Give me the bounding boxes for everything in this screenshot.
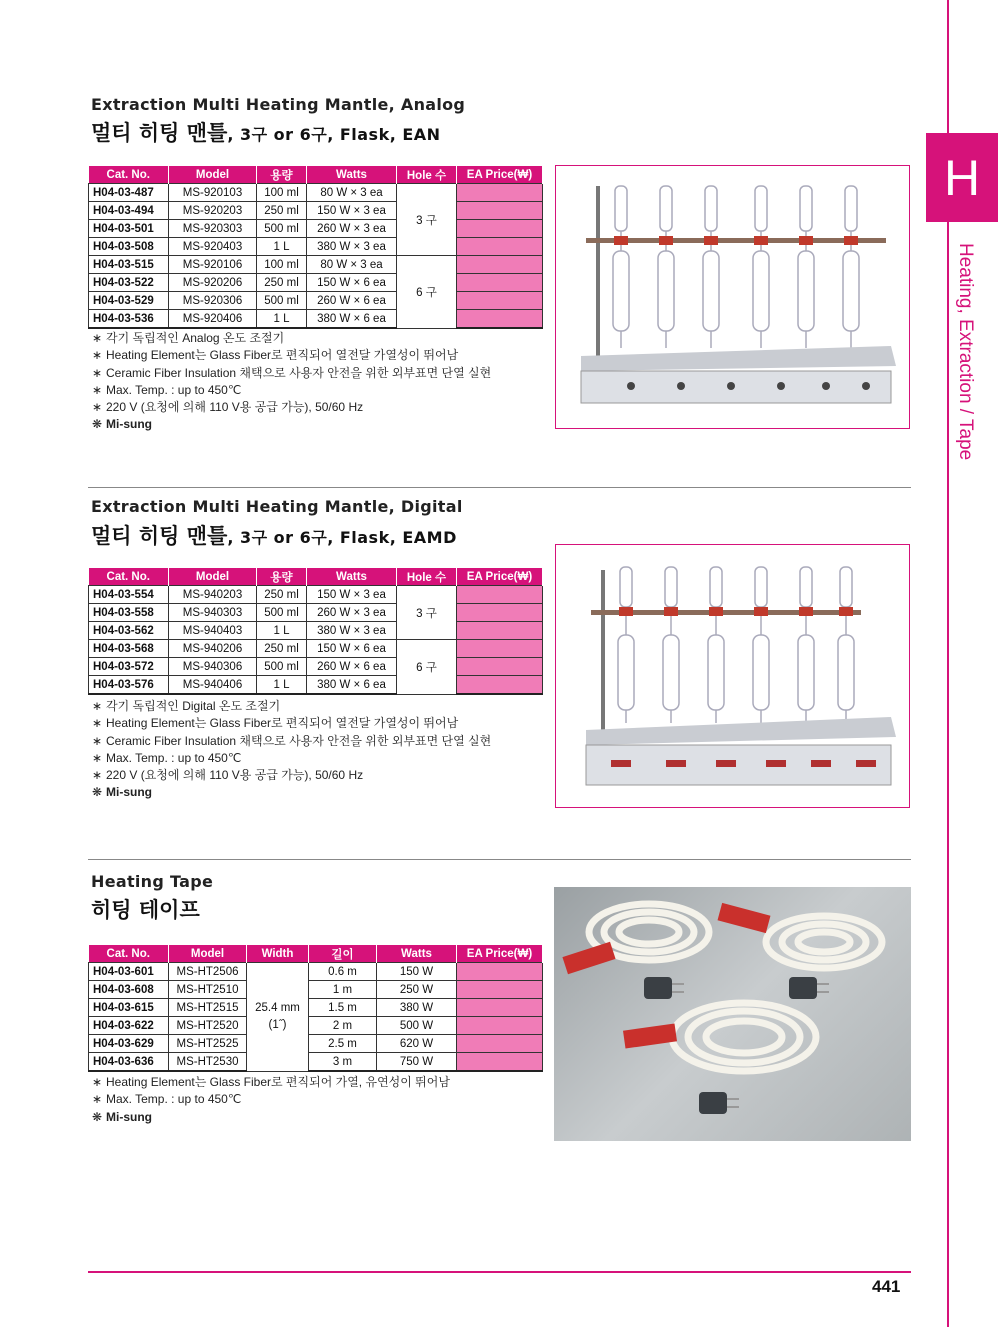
model: MS-920403 [169, 238, 257, 256]
section2-spec-table [88, 568, 543, 695]
section1-title-ko: 멀티 히팅 맨틀, 3구 or 6구, Flask, EAN [91, 121, 441, 145]
capacity: 250 ml [257, 586, 307, 604]
note-item: ∗ 220 V (요청에 의해 110 V용 공급 가능), 50/60 Hz [92, 400, 364, 415]
model: MS-HT2515 [169, 999, 247, 1017]
section-divider [88, 487, 911, 488]
cat-no: H04-03-568 [89, 640, 169, 658]
model: MS-920106 [169, 256, 257, 274]
price-cell [457, 256, 543, 274]
capacity: 500 ml [257, 292, 307, 310]
cat-no: H04-03-601 [89, 963, 169, 981]
page-number: 441 [872, 1277, 901, 1296]
price-cell [457, 981, 543, 999]
note-item: ∗ Heating Element는 Glass Fiber로 편직되어 열전달 가열성이 뛰어남 [92, 716, 459, 731]
watts: 260 W × 6 ea [307, 658, 397, 676]
model: MS-940306 [169, 658, 257, 676]
model: MS-940206 [169, 640, 257, 658]
price-cell [457, 238, 543, 256]
watts: 80 W × 3 ea [307, 256, 397, 274]
note-item: ∗ Heating Element는 Glass Fiber로 편직되어 가열, 유연성이 뛰어남 [92, 1075, 450, 1089]
hole-count: 6 구 [397, 640, 457, 695]
col-header-hole: Hole 수 [397, 568, 457, 586]
table-row [89, 238, 543, 256]
table-row [89, 310, 543, 329]
table-row [89, 1035, 543, 1053]
length: 3 m [309, 1053, 377, 1072]
chapter-vertical-label: Heating, Extraction / Tape [955, 243, 976, 461]
price-cell [457, 676, 543, 695]
col-header-capacity: 용량 [257, 166, 307, 184]
note-item: ∗ 각기 독립적인 Digital 온도 조절기 [92, 699, 281, 713]
hole-count: 3 구 [397, 184, 457, 256]
note-item: ∗ Ceramic Fiber Insulation 채택으로 사용자 안전을 위한 외부표면 단열 실현 [92, 365, 492, 380]
model: MS-920303 [169, 220, 257, 238]
cat-no: H04-03-562 [89, 622, 169, 640]
watts: 500 W [377, 1017, 457, 1035]
model: MS-940403 [169, 622, 257, 640]
table-header-row [89, 166, 543, 184]
col-header-price: EA Price(₩) [457, 945, 543, 963]
watts: 380 W × 3 ea [307, 238, 397, 256]
price-cell [457, 1053, 543, 1072]
cat-no: H04-03-615 [89, 999, 169, 1017]
col-header-watts: Watts [307, 568, 397, 586]
col-header-cat: Cat. No. [89, 166, 169, 184]
capacity: 1 L [257, 622, 307, 640]
price-cell [457, 220, 543, 238]
cat-no: H04-03-554 [89, 586, 169, 604]
model: MS-HT2510 [169, 981, 247, 999]
length: 0.6 m [309, 963, 377, 981]
table-row [89, 999, 543, 1017]
watts: 260 W × 3 ea [307, 220, 397, 238]
brand: ❋ Mi-sung [92, 1109, 152, 1124]
cat-no: H04-03-536 [89, 310, 169, 329]
col-header-model: Model [169, 568, 257, 586]
product-image-digital-mantle [555, 544, 910, 808]
table-row [89, 640, 543, 658]
table-row [89, 676, 543, 695]
table-row [89, 1053, 543, 1072]
table-row [89, 220, 543, 238]
cat-no: H04-03-501 [89, 220, 169, 238]
hole-count: 3 구 [397, 586, 457, 640]
table-row [89, 274, 543, 292]
price-cell [457, 999, 543, 1017]
model: MS-940406 [169, 676, 257, 695]
table-row [89, 184, 543, 202]
brand: ❋ Mi-sung [92, 417, 152, 432]
cat-no: H04-03-522 [89, 274, 169, 292]
section1-spec-table [88, 166, 543, 329]
price-cell [457, 658, 543, 676]
cat-no: H04-03-576 [89, 676, 169, 695]
price-cell [457, 292, 543, 310]
capacity: 250 ml [257, 202, 307, 220]
cat-no: H04-03-629 [89, 1035, 169, 1053]
cat-no: H04-03-572 [89, 658, 169, 676]
watts: 150 W × 3 ea [307, 202, 397, 220]
price-cell [457, 184, 543, 202]
price-cell [457, 604, 543, 622]
table-row [89, 981, 543, 999]
col-header-capacity: 용량 [257, 568, 307, 586]
cat-no: H04-03-622 [89, 1017, 169, 1035]
watts: 260 W × 3 ea [307, 604, 397, 622]
cat-no: H04-03-494 [89, 202, 169, 220]
section3-title-en: Heating Tape [91, 872, 214, 891]
brand: ❋ Mi-sung [92, 785, 152, 800]
watts: 260 W × 6 ea [307, 292, 397, 310]
watts: 380 W × 3 ea [307, 622, 397, 640]
col-header-cat: Cat. No. [89, 568, 169, 586]
watts: 380 W [377, 999, 457, 1017]
model: MS-940303 [169, 604, 257, 622]
table-header-row [89, 945, 543, 963]
price-cell [457, 640, 543, 658]
price-cell [457, 1017, 543, 1035]
model: MS-920103 [169, 184, 257, 202]
section2-title-en: Extraction Multi Heating Mantle, Digital [91, 497, 463, 516]
capacity: 1 L [257, 238, 307, 256]
chapter-tab[interactable]: H [926, 133, 998, 222]
length: 1.5 m [309, 999, 377, 1017]
col-header-model: Model [169, 166, 257, 184]
section2-title-ko: 멀티 히팅 맨틀, 3구 or 6구, Flask, EAMD [91, 524, 457, 548]
note-item: ∗ Max. Temp. : up to 450℃ [92, 750, 242, 765]
watts: 380 W × 6 ea [307, 676, 397, 695]
table-row [89, 963, 543, 981]
table-row [89, 604, 543, 622]
cat-no: H04-03-515 [89, 256, 169, 274]
product-image-analog-mantle [555, 165, 910, 429]
model: MS-920306 [169, 292, 257, 310]
capacity: 250 ml [257, 640, 307, 658]
watts: 750 W [377, 1053, 457, 1072]
table-row [89, 622, 543, 640]
capacity: 500 ml [257, 658, 307, 676]
capacity: 500 ml [257, 220, 307, 238]
note-item: ∗ Ceramic Fiber Insulation 채택으로 사용자 안전을 위한 외부표면 단열 실현 [92, 733, 492, 748]
model: MS-920206 [169, 274, 257, 292]
price-cell [457, 586, 543, 604]
section1-title-en: Extraction Multi Heating Mantle, Analog [91, 95, 466, 114]
length: 2.5 m [309, 1035, 377, 1053]
model: MS-HT2525 [169, 1035, 247, 1053]
section3-spec-table [88, 945, 543, 1072]
cat-no: H04-03-558 [89, 604, 169, 622]
col-header-cat: Cat. No. [89, 945, 169, 963]
watts: 250 W [377, 981, 457, 999]
cat-no: H04-03-508 [89, 238, 169, 256]
hole-count: 6 구 [397, 256, 457, 329]
cat-no: H04-03-636 [89, 1053, 169, 1072]
section3-notes [92, 1074, 450, 1126]
price-cell [457, 202, 543, 220]
length: 2 m [309, 1017, 377, 1035]
col-header-width: Width [247, 945, 309, 963]
col-header-price: EA Price(₩) [457, 166, 543, 184]
col-header-price: EA Price(₩) [457, 568, 543, 586]
capacity: 100 ml [257, 184, 307, 202]
table-row [89, 586, 543, 604]
note-item: ∗ Max. Temp. : up to 450℃ [92, 382, 242, 397]
model: MS-HT2530 [169, 1053, 247, 1072]
price-cell [457, 310, 543, 329]
table-row [89, 1017, 543, 1035]
price-cell [457, 963, 543, 981]
capacity: 250 ml [257, 274, 307, 292]
col-header-length: 길이 [309, 945, 377, 963]
section2-notes [92, 698, 491, 802]
col-header-watts: Watts [377, 945, 457, 963]
note-item: ∗ Max. Temp. : up to 450℃ [92, 1092, 242, 1107]
table-row [89, 658, 543, 676]
section1-notes [92, 330, 491, 434]
cat-no: H04-03-487 [89, 184, 169, 202]
watts: 150 W × 6 ea [307, 640, 397, 658]
model: MS-920203 [169, 202, 257, 220]
capacity: 100 ml [257, 256, 307, 274]
watts: 150 W × 3 ea [307, 586, 397, 604]
cat-no: H04-03-529 [89, 292, 169, 310]
watts: 150 W × 6 ea [307, 274, 397, 292]
capacity: 1 L [257, 676, 307, 695]
model: MS-920406 [169, 310, 257, 329]
footer-line [88, 1271, 911, 1273]
col-header-watts: Watts [307, 166, 397, 184]
col-header-model: Model [169, 945, 247, 963]
watts: 80 W × 3 ea [307, 184, 397, 202]
watts: 380 W × 6 ea [307, 310, 397, 329]
section3-title-ko: 히팅 테이프 [91, 898, 200, 922]
section-divider [88, 859, 911, 860]
note-item: ∗ 각기 독립적인 Analog 온도 조절기 [92, 331, 285, 345]
cat-no: H04-03-608 [89, 981, 169, 999]
watts: 620 W [377, 1035, 457, 1053]
price-cell [457, 622, 543, 640]
table-row [89, 256, 543, 274]
model: MS-940203 [169, 586, 257, 604]
model: MS-HT2506 [169, 963, 247, 981]
watts: 150 W [377, 963, 457, 981]
product-image-heating-tape [554, 887, 911, 1141]
price-cell [457, 1035, 543, 1053]
note-item: ∗ Heating Element는 Glass Fiber로 편직되어 열전달 가열성이 뛰어남 [92, 348, 459, 363]
capacity: 500 ml [257, 604, 307, 622]
note-item: ∗ 220 V (요청에 의해 110 V용 공급 가능), 50/60 Hz [92, 768, 364, 783]
table-row [89, 202, 543, 220]
length: 1 m [309, 981, 377, 999]
table-header-row [89, 568, 543, 586]
capacity: 1 L [257, 310, 307, 329]
price-cell [457, 274, 543, 292]
width-cell: 25.4 mm (1˝) [247, 963, 309, 1072]
model: MS-HT2520 [169, 1017, 247, 1035]
table-row [89, 292, 543, 310]
col-header-hole: Hole 수 [397, 166, 457, 184]
